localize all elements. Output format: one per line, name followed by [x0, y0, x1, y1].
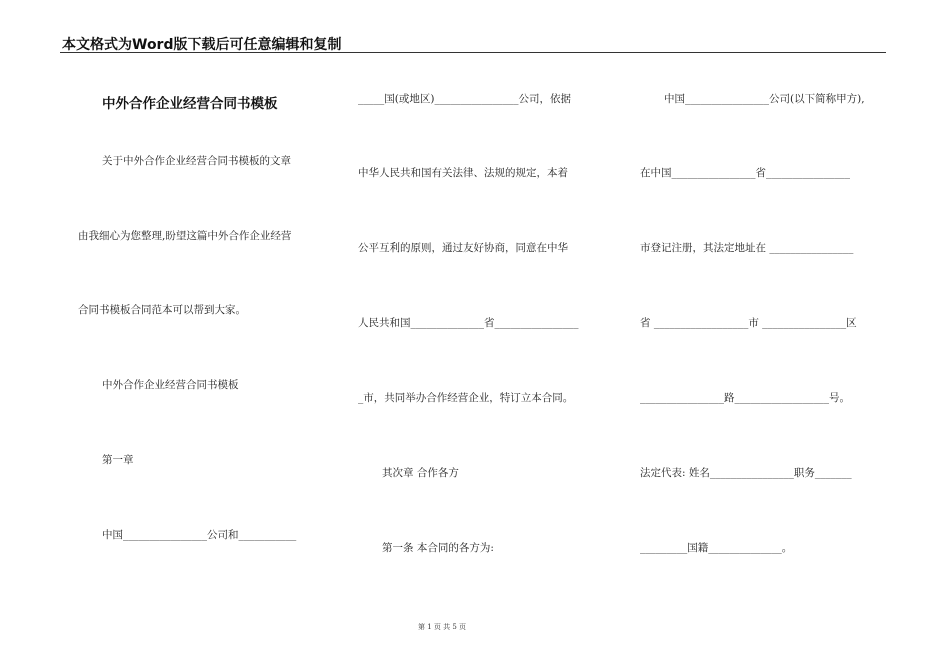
col3-line-1: 中国________________公司(以下简称甲方), [664, 93, 865, 105]
header-divider [60, 52, 886, 53]
page-number: 第 1 页 共 5 页 [417, 623, 467, 631]
col2-line-1: _____国(或地区)________________公司，依据 [358, 93, 571, 105]
col3-line-4: 省 __________________市 ________________区 [640, 317, 857, 329]
col3-line-2: 在中国________________省________________ [640, 167, 850, 179]
col1-line-5: 第一章 [102, 454, 134, 466]
col1-line-4: 中外合作企业经营合同书模板 [102, 379, 239, 391]
col2-line-2: 中华人民共和国有关法律、法规的规定，本着 [358, 167, 568, 179]
col2-line-4: 人民共和国______________省________________ [358, 317, 579, 329]
col2-line-7: 第一条 本合同的各方为: [382, 542, 494, 554]
document-header: 本文格式为Word版下载后可任意编辑和复制 [62, 37, 342, 53]
col2-line-5: _市，共同举办合作经营企业，特订立本合同。 [358, 392, 574, 404]
col3-line-5: ________________路__________________号。 [640, 392, 850, 404]
col3-line-3: 市登记注册，其法定地址在 ________________ [640, 242, 854, 254]
col2-line-3: 公平互利的原则，通过友好协商，同意在中华 [358, 242, 568, 254]
col3-line-7: _________国籍______________。 [640, 542, 793, 554]
col1-line-2: 由我细心为您整理,盼望这篇中外合作企业经营 [78, 230, 292, 242]
col3-line-6: 法定代表: 姓名________________职务_______ [640, 467, 852, 479]
col1-line-1: 关于中外合作企业经营合同书模板的文章 [102, 155, 291, 167]
col1-line-6: 中国________________公司和___________ [102, 529, 297, 541]
col1-line-3: 合同书模板合同范本可以帮到大家。 [78, 304, 246, 316]
col2-line-6: 其次章 合作各方 [382, 467, 459, 479]
document-title: 中外合作企业经营合同书模板 [102, 96, 278, 112]
